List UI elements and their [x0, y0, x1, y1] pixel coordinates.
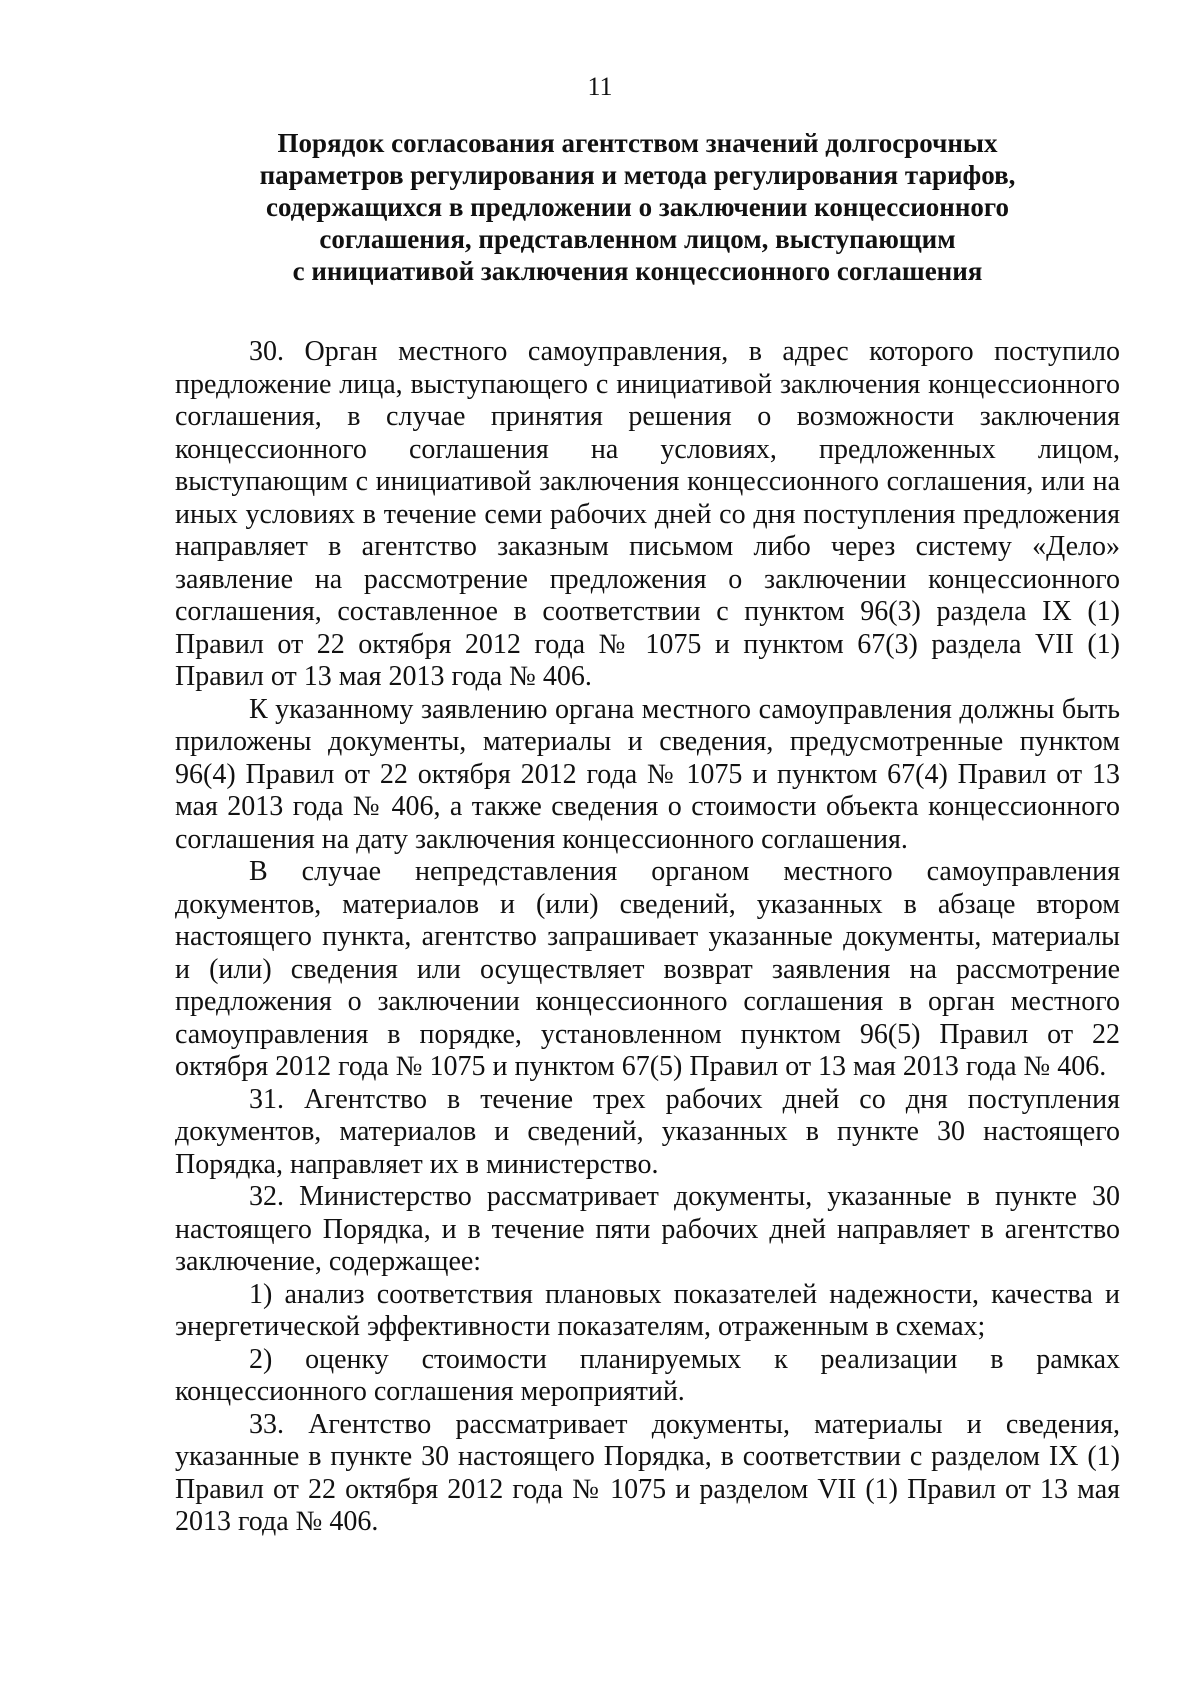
- paragraph-32-item-2: 2) оценку стоимости планируемых к реализации в рамках концессионного соглашения мероприятий.: [175, 1343, 1120, 1407]
- title-line-1: Порядок согласования агентством значений долгосрочных: [277, 128, 998, 158]
- paragraph-31: 31. Агентство в течение трех рабочих дней со дня поступления документов, материалов и сведений, указанных в пункте 30 настоящего Порядка, направляет их в министерство.: [175, 1083, 1120, 1180]
- paragraph-30-non-submission: В случае непредставления органом местного самоуправления документов, материалов и (или) сведений, указанных в абзаце втором настоящего пункта, агентство запрашивает указанные документы, материалы и (или) сведения или осуществляет возврат заявления на рассмотрение предложения о заключении концессионного соглашения в орган местного самоуправления в порядке, установленном пунктом 96(5) Правил от 22 октября 2012 года № 1075 и пунктом 67(5) Правил от 13 мая 2013 года № 406.: [175, 856, 1120, 1082]
- paragraph-30-attachments: К указанному заявлению органа местного самоуправления должны быть приложены документы, материалы и сведения, предусмотренные пунктом 96(4) Правил от 22 октября 2012 года № 1075 и пунктом 67(4) Правил от 13 мая 2013 года № 406, а также сведения о стоимости объекта концессионного соглашения на дату заключения концессионного соглашения.: [175, 693, 1120, 855]
- title-line-5: с инициативой заключения концессионного соглашения: [292, 256, 983, 286]
- paragraph-32-item-1: 1) анализ соответствия плановых показателей надежности, качества и энергетической эффективности показателям, отраженным в схемах;: [175, 1278, 1120, 1342]
- paragraph-33: 33. Агентство рассматривает документы, материалы и сведения, указанные в пункте 30 настоящего Порядка, в соответствии с разделом IX (1) Правил от 22 октября 2012 года № 1075 и разделом VII (1) Правил от 13 мая 2013 года № 406.: [175, 1408, 1120, 1537]
- title-line-4: соглашения, представленном лицом, выступающим: [319, 224, 956, 254]
- document-body: [175, 336, 1120, 1539]
- page-number: 11: [587, 72, 613, 101]
- paragraph-32: 32. Министерство рассматривает документы, указанные в пункте 30 настоящего Порядка, и в течение пяти рабочих дней направляет в агентство заключение, содержащее:: [175, 1181, 1120, 1277]
- paragraph-30: 30. Орган местного самоуправления, в адрес которого поступило предложение лица, выступающего с инициативой заключения концессионного соглашения, в случае принятия решения о возможности заключения концессионного соглашения на условиях, предложенных лицом, выступающим с инициативой заключения концессионного соглашения, или на иных условиях в течение семи рабочих дней со дня поступления предложения направляет в агентство заказным письмом либо через систему «Дело» заявление на рассмотрение предложения о заключении концессионного соглашения, составленное в соответствии с пунктом 96(3) раздела IX (1) Правил от 22 октября 2012 года № 1075 и пунктом 67(3) раздела VII (1) Правил от 13 мая 2013 года № 406.: [175, 336, 1120, 692]
- title-line-3: содержащихся в предложении о заключении концессионного: [265, 192, 1010, 222]
- title-line-2: параметров регулирования и метода регулирования тарифов,: [259, 160, 1016, 190]
- section-title: [175, 127, 1100, 287]
